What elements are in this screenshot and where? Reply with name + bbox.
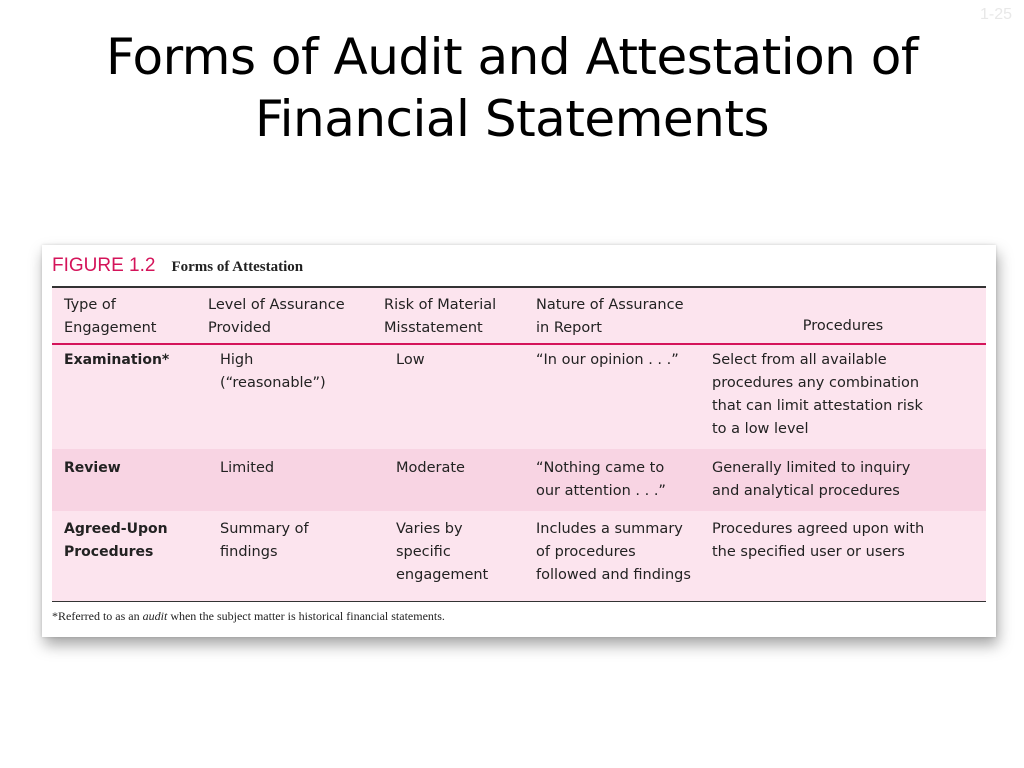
- cell-nature: [524, 349, 700, 449]
- cell-line: Summary of: [220, 520, 309, 537]
- cell-line: Procedures agreed upon with: [712, 520, 925, 537]
- figure-footnote: [52, 609, 445, 624]
- cell-line: findings: [220, 543, 278, 560]
- cell-line: Moderate: [396, 459, 465, 476]
- footnote-prefix: *Referred to as an: [52, 609, 143, 623]
- slide-title: [0, 26, 1024, 150]
- header-risk-of-misstatement: [372, 294, 524, 343]
- cell-type: [52, 457, 196, 511]
- figure-caption: Forms of Attestation: [171, 259, 304, 275]
- cell-line: Agreed-Upon: [64, 520, 168, 537]
- header-type-line-2: Engagement: [64, 319, 157, 336]
- cell-line: “Nothing came to: [536, 459, 665, 476]
- header-nature-of-assurance: [524, 294, 700, 343]
- table-row-review: [52, 449, 986, 511]
- slide-number: 1-25: [979, 6, 1012, 23]
- cell-line: Low: [396, 351, 425, 368]
- figure-header: [52, 255, 303, 281]
- cell-procedures: [700, 457, 986, 511]
- cell-line: procedures any combination: [712, 374, 920, 391]
- header-nature-line-2: in Report: [536, 319, 602, 336]
- table-header-row: [52, 288, 986, 345]
- cell-line: the specified user or users: [712, 543, 905, 560]
- cell-type: [52, 518, 196, 601]
- cell-line: engagement: [396, 566, 489, 583]
- cell-line: Generally limited to inquiry: [712, 459, 911, 476]
- cell-line: (“reasonable”): [220, 374, 326, 391]
- header-procedures: Procedures: [802, 317, 884, 334]
- cell-type: [52, 349, 196, 449]
- cell-line: to a low level: [712, 420, 809, 437]
- header-assurance-line-1: Level of Assurance: [208, 296, 345, 313]
- table-row-examination: [52, 345, 986, 449]
- cell-line: Varies by: [396, 520, 463, 537]
- cell-line: Examination*: [64, 351, 170, 368]
- cell-procedures: [700, 349, 986, 449]
- cell-line: High: [220, 351, 254, 368]
- header-risk-line-2: Misstatement: [384, 319, 483, 336]
- attestation-table: [52, 286, 986, 602]
- footnote-suffix: when the subject matter is historical financial statements.: [167, 609, 445, 623]
- header-nature-line-1: Nature of Assurance: [536, 296, 684, 313]
- cell-nature: [524, 457, 700, 511]
- cell-line: specific: [396, 543, 451, 560]
- header-risk-line-1: Risk of Material: [384, 296, 497, 313]
- cell-line: Procedures: [64, 543, 154, 560]
- cell-line: “In our opinion . . .”: [536, 351, 679, 368]
- slide-title-line-1: Forms of Audit and Attestation of: [106, 28, 918, 86]
- figure-card: [42, 245, 996, 637]
- header-type-of-engagement: [52, 294, 196, 343]
- header-assurance-line-2: Provided: [208, 319, 271, 336]
- header-level-of-assurance: [196, 294, 372, 343]
- figure-label: FIGURE 1.2: [52, 255, 156, 276]
- table-bottom-rule: [52, 601, 986, 603]
- cell-risk: [372, 518, 524, 601]
- cell-line: that can limit attestation risk: [712, 397, 923, 414]
- cell-line: of procedures: [536, 543, 636, 560]
- cell-assurance: [196, 457, 372, 511]
- cell-risk: [372, 349, 524, 449]
- cell-assurance: [196, 518, 372, 601]
- cell-procedures: [700, 518, 986, 601]
- table-row-agreed-upon-procedures: [52, 511, 986, 601]
- cell-line: Includes a summary: [536, 520, 683, 537]
- cell-line: Review: [64, 459, 121, 476]
- cell-assurance: [196, 349, 372, 449]
- cell-line: and analytical procedures: [712, 482, 900, 499]
- cell-line: our attention . . .”: [536, 482, 666, 499]
- slide-title-line-2: Financial Statements: [255, 90, 769, 148]
- cell-line: followed and findings: [536, 566, 691, 583]
- cell-line: Select from all available: [712, 351, 887, 368]
- footnote-emphasis: audit: [142, 609, 168, 623]
- cell-nature: [524, 518, 700, 601]
- cell-risk: [372, 457, 524, 511]
- header-type-line-1: Type of: [64, 296, 116, 313]
- cell-line: Limited: [220, 459, 275, 476]
